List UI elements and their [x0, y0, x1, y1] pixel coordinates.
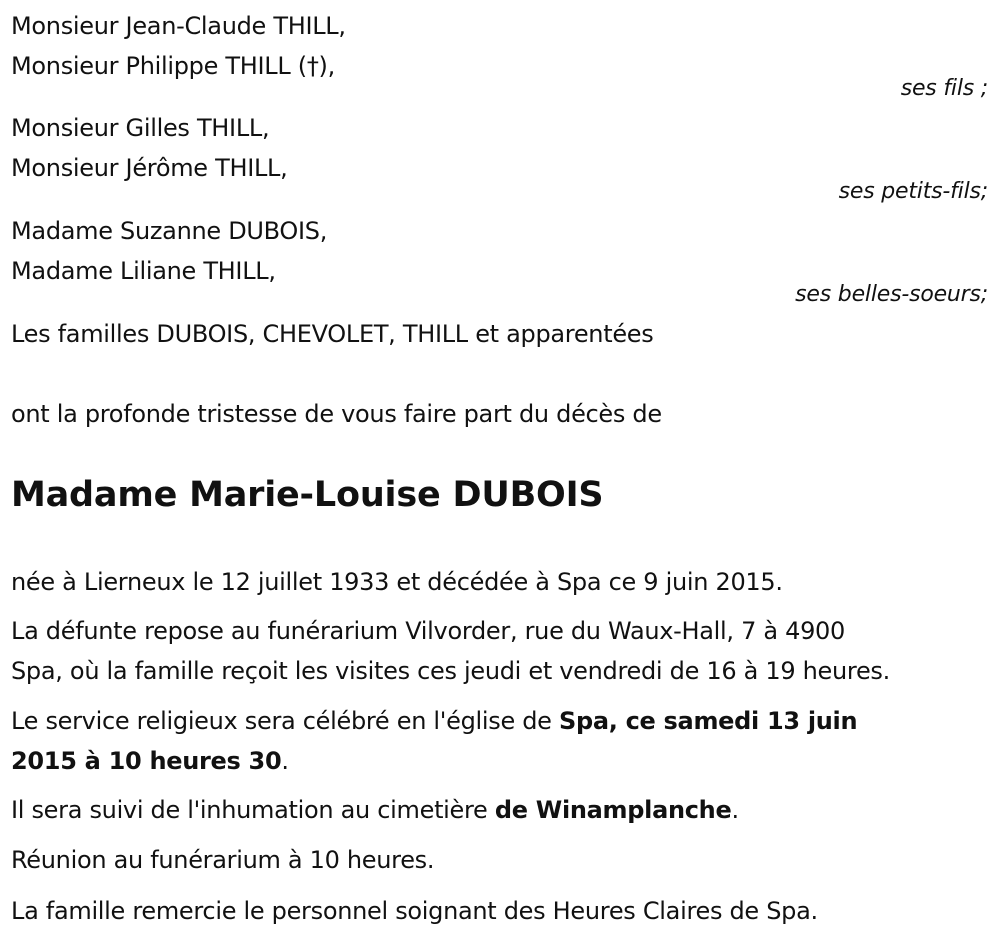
- son-2: Monsieur Philippe THILL (†),: [11, 52, 335, 80]
- service-suffix: .: [281, 747, 289, 775]
- service-date-part-2: 2015 à 10 heures 30: [11, 747, 282, 775]
- sister-in-law-1: Madame Suzanne DUBOIS,: [11, 217, 328, 245]
- cemetery-name: de Winamplanche: [494, 796, 732, 824]
- sister-in-law-2: Madame Liliane THILL,: [11, 257, 276, 285]
- rest-line-2: Spa, où la famille reçoit les visites ces jeudi et vendredi de 16 à 19 heures.: [11, 657, 890, 685]
- grandson-2: Monsieur Jérôme THILL,: [11, 154, 288, 182]
- son-1: Monsieur Jean-Claude THILL,: [11, 12, 346, 40]
- deceased-name: Madame Marie-Louise DUBOIS: [11, 475, 604, 515]
- sisters-in-law-relation: ses belles-soeurs;: [795, 282, 988, 307]
- service-prefix: Le service religieux sera célébré en l'église de: [11, 707, 559, 735]
- thanks-line: La famille remercie le personnel soignant des Heures Claires de Spa.: [11, 897, 818, 925]
- grandsons-relation: ses petits-fils;: [838, 179, 988, 204]
- service-line-1: [11, 706, 857, 736]
- burial-suffix: .: [731, 796, 739, 824]
- burial-prefix: Il sera suivi de l'inhumation au cimetière: [11, 796, 495, 824]
- rest-line-1: La défunte repose au funérarium Vilvorder, rue du Waux-Hall, 7 à 4900: [11, 617, 845, 645]
- burial-line: [11, 795, 739, 825]
- sons-relation: ses fils ;: [900, 76, 988, 101]
- families-line: Les familles DUBOIS, CHEVOLET, THILL et apparentées: [11, 320, 654, 348]
- grandson-1: Monsieur Gilles THILL,: [11, 114, 270, 142]
- announcement: ont la profonde tristesse de vous faire part du décès de: [11, 400, 662, 428]
- birth-death-line: née à Lierneux le 12 juillet 1933 et décédée à Spa ce 9 juin 2015.: [11, 568, 783, 596]
- service-line-2: [11, 746, 289, 776]
- service-date-part-1: Spa, ce samedi 13 juin: [558, 707, 858, 735]
- reunion-line: Réunion au funérarium à 10 heures.: [11, 846, 435, 874]
